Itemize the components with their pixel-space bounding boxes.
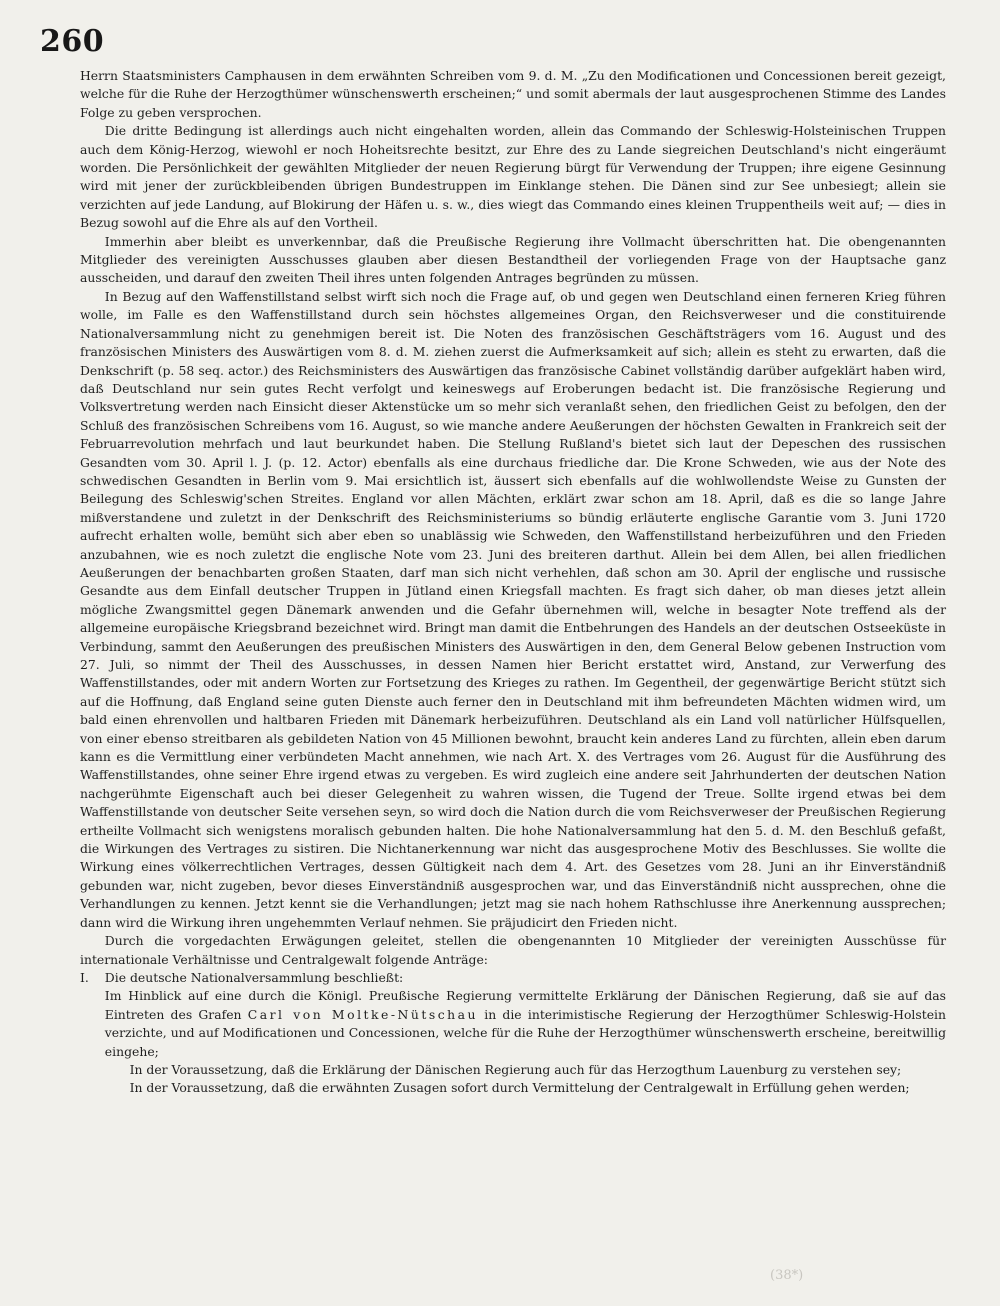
motion-clause-text: Im Hinblick auf eine durch die Königl. Preußische Regierung vermittelte Erklärung der Dänischen Regierung, daß sie auf das Eintreten des Grafen [104, 988, 946, 1022]
paragraph-armistice-question: In Bezug auf den Waffenstillstand selbst wirft sich noch die Frage auf, ob und gegen wen Deutschland einen ferneren Krieg führen wolle, im Falle es den Waffenstillstand durch sein höchstes allgemeines Organ, den Reichsverweser und die constituirende Nationalversammlung nicht zu genehmigen bereit ist. Die Noten des französischen Geschäftsträgers vom 16. August und des französischen Ministers des Auswärtigen vom 8. d. M. ziehen zuerst die Aufmerksamkeit auf sich; allein es steht zu erwarten, daß die Denkschrift (p. 58 seq. actor.) des Reichsministers des Auswärtigen das französische Cabinet vollständig darüber aufgeklärt haben wird, daß Deutschland nur sein gutes Recht verfolgt und keineswegs auf Eroberungen bedacht ist. Die französische Regierung und Volksvertretung werden nach Einsicht dieser Aktenstücke um so mehr sich veranlaßt sehen, den friedlichen Geist zu befolgen, den der Schluß des französischen Schreibens vom 16. August, so wie manche andere Aeußerungen der höchsten Gewalten in Frankreich seit der Februarrevolution mehrfach und laut beurkundet haben. Die Stellung Rußland's bietet sich laut der Depeschen des russischen Gesandten vom 30. April l. J. (p. 12. Actor) ebenfalls als eine durchaus friedliche dar. Die Krone Schweden, wie aus der Note des schwedischen Gesandten in Berlin vom 9. Mai ersichtlich ist, äussert sich ebenfalls auf die wohlwollendste Weise zu Gunsten der Beilegung des Schleswig'schen Streites. England vor allen Mächten, erklärt zwar schon am 18. April, daß es die so lange Jahre mißverstandene und zuletzt in der Denkschrift des Reichsministeriums so bündig erläuterte englische Garantie vom 3. Juni 1720 aufrecht erhalten wolle, bemüht sich aber eben so unablässig wie Schweden, den Waffenstillstand herbeizuführen und den Frieden anzubahnen, wie es noch zuletzt die englische Note vom 23. Juni des breiteren darthut. Allein bei dem Allen, bei allen friedlichen Aeußerungen der benachbarten großen Staaten, darf man sich nicht verhehlen, daß schon am 30. April der englische und russische Gesandte aus dem Einfall deutscher Truppen in Jütland einen Kriegsfall machten. Es fragt sich daher, ob man dieses jetzt allein mögliche Zwangsmittel gegen Dänemark anwenden und die Gefahr übernehmen will, welche in besagter Note treffend als der allgemeine europäische Kriegsbrand bezeichnet wird. Bringt man damit die Entbehrungen des Handels an der deutschen Ostseeküste in Verbindung, sammt den Aeußerungen des preußischen Ministers des Auswärtigen in den, dem General Below gebenen Instruction vom 27. Juli, so nimmt der Theil des Ausschusses, in dessen Namen hier Bericht erstattet wird, Anstand, zur Verwerfung des Waffenstillstandes, oder mit andern Worten zur Fortsetzung des Krieges zu rathen. Im Gegentheil, der gegenwärtige Bericht stützt sich auf die Hoffnung, daß England seine guten Dienste auch ferner den in Deutschland mit ihm befreundeten Mächten widmen wird, um bald einen ehrenvollen und haltbaren Frieden mit Dänemark herbeizuführen. Deutschland als ein Land voll natürlicher Hülfsquellen, von einer ebenso streitbaren als gebildeten Nation von 45 Millionen bewohnt, braucht kein anderes Land zu fürchten, allein eben darum kann es die Vermittlung einer verbündeten Macht annehmen, wie nach Art. X. des Vertrages vom 26. August für die Ausführung des Waffenstillstandes, ohne seiner Ehre irgend etwas zu vergeben. Es wird zugleich eine andere seit Jahrhunderten der deutschen Nation nachgerühmte Eigenschaft auch bei dieser Gelegenheit zu wahren wissen, die Tugend der Treue. Sollte irgend etwas bei dem Waffenstillstande von deutscher Seite versehen seyn, so wird doch die Nation durch die vom Reichsverweser der Preußischen Regierung ertheilte Vollmacht sich wenigstens moralisch gebunden halten. Die hohe Nationalversammlung hat den 5. d. M. den Beschluß gefaßt, die Wirkungen des Vertrages zu sistiren. Die Nichtanerkennung war nicht das ausgesprochene Motiv des Beschlusses. Sie wollte die Wirkung eines völkerrechtlichen Vertrages, dessen Gültigkeit nach dem 4. Art. des Gesetzes vom 28. Juni an ihr Einverständniß gebunden war, nicht zugeben, bevor dieses Einverständniß ausgesprochen war, und das Einverständniß nicht aussprechen, ohne die Verhandlungen zu kennen. Jetzt kennt sie die Verhandlungen; jetzt mag sie nach hohem Rathschlusse ihre Anerkennung aussprechen; dann wird die Wirkung ihren ungehemmten Verlauf nehmen. Sie präjudicirt den Frieden nicht. [80, 288, 946, 930]
page-number: 260 [40, 24, 105, 59]
motion-item-one [80, 969, 946, 987]
paragraph-motions-intro: Durch die vorgedachten Erwägungen geleitet, stellen die obengenannten 10 Mitglieder der vereinigten Ausschüsse für internationale Verhältnisse und Centralgewalt folgende Anträge: [80, 933, 946, 967]
paragraph-third-condition: Die dritte Bedingung ist allerdings auch nicht eingehalten worden, allein das Commando der Schleswig-Holsteinischen Truppen auch dem König-Herzog, wiewohl er noch Hoheitsrechte besitzt, zur Ehre des zu Lande siegreichen Deutschland's nicht eingeräumt worden. Die Persönlichkeit der gewählten Mitglieder der neuen Regierung bürgt für Verwendung der Truppen; ihre eigene Gesinnung wird mit jener der zurückbleibenden übrigen Bundestruppen im Einklange stehen. Die Dänen sind zur See unbesiegt; allein sie verzichten auf jede Landung, auf Blokirung der Häfen u. s. w., dies wiegt das Commando eines kleinen Truppentheils weit auf; — dies in Bezug sowohl auf die Ehre als auf den Vortheil. [80, 123, 946, 231]
motion-clause-declaration [80, 987, 946, 1061]
page-body [80, 67, 946, 1098]
bottom-signature-mark: (38*) [770, 1268, 804, 1283]
motion-heading: Die deutsche Nationalversammlung beschließt: [104, 969, 404, 985]
motion-item-number: I. [80, 969, 89, 985]
motion-clause-person-name: Carl von Moltke-Nütschau [247, 1006, 478, 1022]
motion-clause-central-power: In der Voraussetzung, daß die erwähnten Zusagen sofort durch Vermittelung der Centralgewalt in Erfüllung gehen werden; [129, 1080, 910, 1096]
motion-clause-text: in die interimistische Regierung der Herzogthümer Schleswig-Holstein verzichte, und auf Modificationen und Concessionen, welche für die Ruhe der Herzogthümer wünschenswerth erscheine, bereitwillig eingehe; [104, 1006, 947, 1059]
paragraph-prussian-mandate: Immerhin aber bleibt es unverkennbar, daß die Preußische Regierung ihre Vollmacht überschritten hat. Die obengenannten Mitglieder des vereinigten Ausschusses glauben aber diesen Bestandtheil der vorliegenden Frage von der Hauptsache ganz ausscheiden, und darauf den zweiten Theil ihres unten folgenden Antrages begründen zu müssen. [80, 233, 946, 286]
paragraph-camphausen-letter: Herrn Staatsministers Camphausen in dem erwähnten Schreiben vom 9. d. M. „Zu den Modificationen und Concessionen bereit gezeigt, welche für die Ruhe der Herzogthümer wünschenswerth erscheinen;“ und somit abermals der laut ausgesprochenen Stimme des Landes Folge zu geben versprochen. [80, 68, 946, 120]
motion-clause-lauenburg: In der Voraussetzung, daß die Erklärung der Dänischen Regierung auch für das Herzogthum Lauenburg zu verstehen sey; [129, 1061, 902, 1077]
